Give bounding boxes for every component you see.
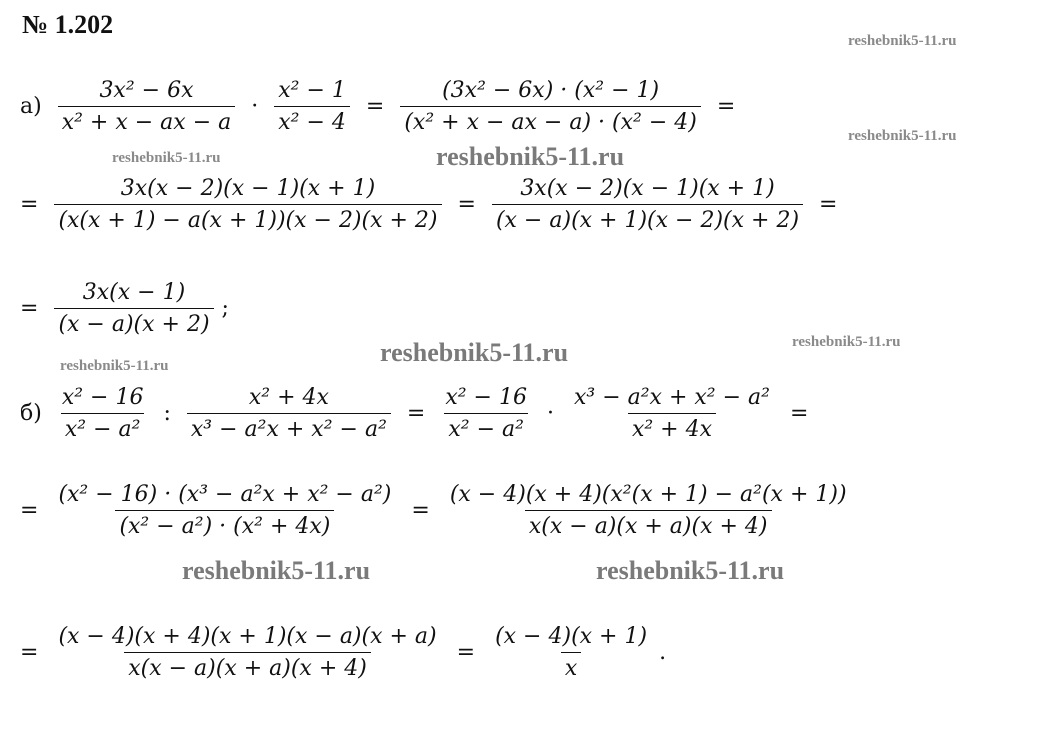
denominator: x(x − a)(x + a)(x + 4) xyxy=(525,510,772,539)
fraction xyxy=(54,624,440,681)
watermark: reshebnik5-11.ru xyxy=(380,338,569,367)
equals-sign: = xyxy=(20,296,39,321)
denominator: x² + 4x xyxy=(628,413,716,442)
denominator: (x² + x − ax − a) · (x² − 4) xyxy=(400,106,701,135)
numerator: x² + 4x xyxy=(248,385,329,410)
denominator: x² − 4 xyxy=(274,106,350,135)
equals-sign: = xyxy=(406,401,426,426)
part-b-label: б) xyxy=(20,401,42,426)
watermark: reshebnik5-11.ru xyxy=(596,556,785,585)
denominator: (x − a)(x + 2) xyxy=(54,308,213,337)
denominator: x² − a² xyxy=(444,413,528,442)
fraction xyxy=(54,176,441,233)
numerator: x² − 16 xyxy=(61,385,144,410)
operator: · xyxy=(546,401,554,426)
numerator: 3x(x − 1) xyxy=(82,280,186,305)
watermark: reshebnik5-11.ru xyxy=(60,358,169,374)
fraction xyxy=(441,385,531,442)
watermark: reshebnik5-11.ru xyxy=(182,556,371,585)
equals-sign: = xyxy=(20,498,39,523)
fraction xyxy=(570,385,774,442)
part-a-line-3 xyxy=(20,280,229,337)
watermark: reshebnik5-11.ru xyxy=(848,33,957,49)
fraction xyxy=(492,176,803,233)
denominator: x² − a² xyxy=(61,413,145,442)
denominator: x xyxy=(561,652,581,681)
fraction xyxy=(58,78,236,135)
fraction xyxy=(187,385,391,442)
fraction xyxy=(400,78,701,135)
equals-sign: = xyxy=(716,94,736,119)
part-a-line-1 xyxy=(20,78,745,135)
watermark: reshebnik5-11.ru xyxy=(848,128,957,144)
operator: · xyxy=(251,94,259,119)
part-b-line-3 xyxy=(20,624,666,681)
problem-number: № 1.202 xyxy=(22,10,114,39)
equals-sign: = xyxy=(789,401,809,426)
fraction xyxy=(446,482,851,539)
equals-sign: = xyxy=(20,640,39,665)
watermark: reshebnik5-11.ru xyxy=(436,142,625,171)
part-a-label: а) xyxy=(20,94,42,119)
denominator: x³ − a²x + x² − a² xyxy=(187,413,391,442)
numerator: x² − 1 xyxy=(278,78,346,103)
denominator: (x(x + 1) − a(x + 1))(x − 2)(x + 2) xyxy=(54,204,441,233)
fraction xyxy=(58,385,148,442)
semicolon: ; xyxy=(221,296,229,321)
watermark: reshebnik5-11.ru xyxy=(792,334,901,350)
numerator: (x − 4)(x + 4)(x + 1)(x − a)(x + a) xyxy=(58,624,437,649)
part-b-line-1 xyxy=(20,385,818,442)
watermark: reshebnik5-11.ru xyxy=(112,150,221,166)
denominator: (x² − a²) · (x² + 4x) xyxy=(115,510,334,539)
equals-sign: = xyxy=(456,640,476,665)
denominator: x² + x − ax − a xyxy=(58,106,236,135)
numerator: 3x(x − 2)(x − 1)(x + 1) xyxy=(120,176,376,201)
fraction xyxy=(274,78,350,135)
equals-sign: = xyxy=(457,192,476,217)
numerator: (x − 4)(x + 4)(x²(x + 1) − a²(x + 1)) xyxy=(449,482,847,507)
period: . xyxy=(659,640,667,665)
operator: : xyxy=(163,401,171,426)
denominator: (x − a)(x + 1)(x − 2)(x + 2) xyxy=(492,204,803,233)
numerator: (x² − 16) · (x³ − a²x + x² − a²) xyxy=(58,482,392,507)
numerator: x² − 16 xyxy=(445,385,527,410)
numerator: 3x(x − 2)(x − 1)(x + 1) xyxy=(520,176,775,201)
fraction xyxy=(491,624,651,681)
fraction xyxy=(54,280,213,337)
numerator: 3x² − 6x xyxy=(99,78,194,103)
numerator: (3x² − 6x) · (x² − 1) xyxy=(442,78,660,103)
part-b-line-2 xyxy=(20,482,857,539)
fraction xyxy=(54,482,395,539)
numerator: x³ − a²x + x² − a² xyxy=(573,385,770,410)
equals-sign: = xyxy=(365,94,385,119)
equals-sign: = xyxy=(819,192,838,217)
equals-sign: = xyxy=(20,192,39,217)
numerator: (x − 4)(x + 1) xyxy=(495,624,648,649)
part-a-line-2 xyxy=(20,176,847,233)
equals-sign: = xyxy=(411,498,430,523)
denominator: x(x − a)(x + a)(x + 4) xyxy=(124,652,371,681)
